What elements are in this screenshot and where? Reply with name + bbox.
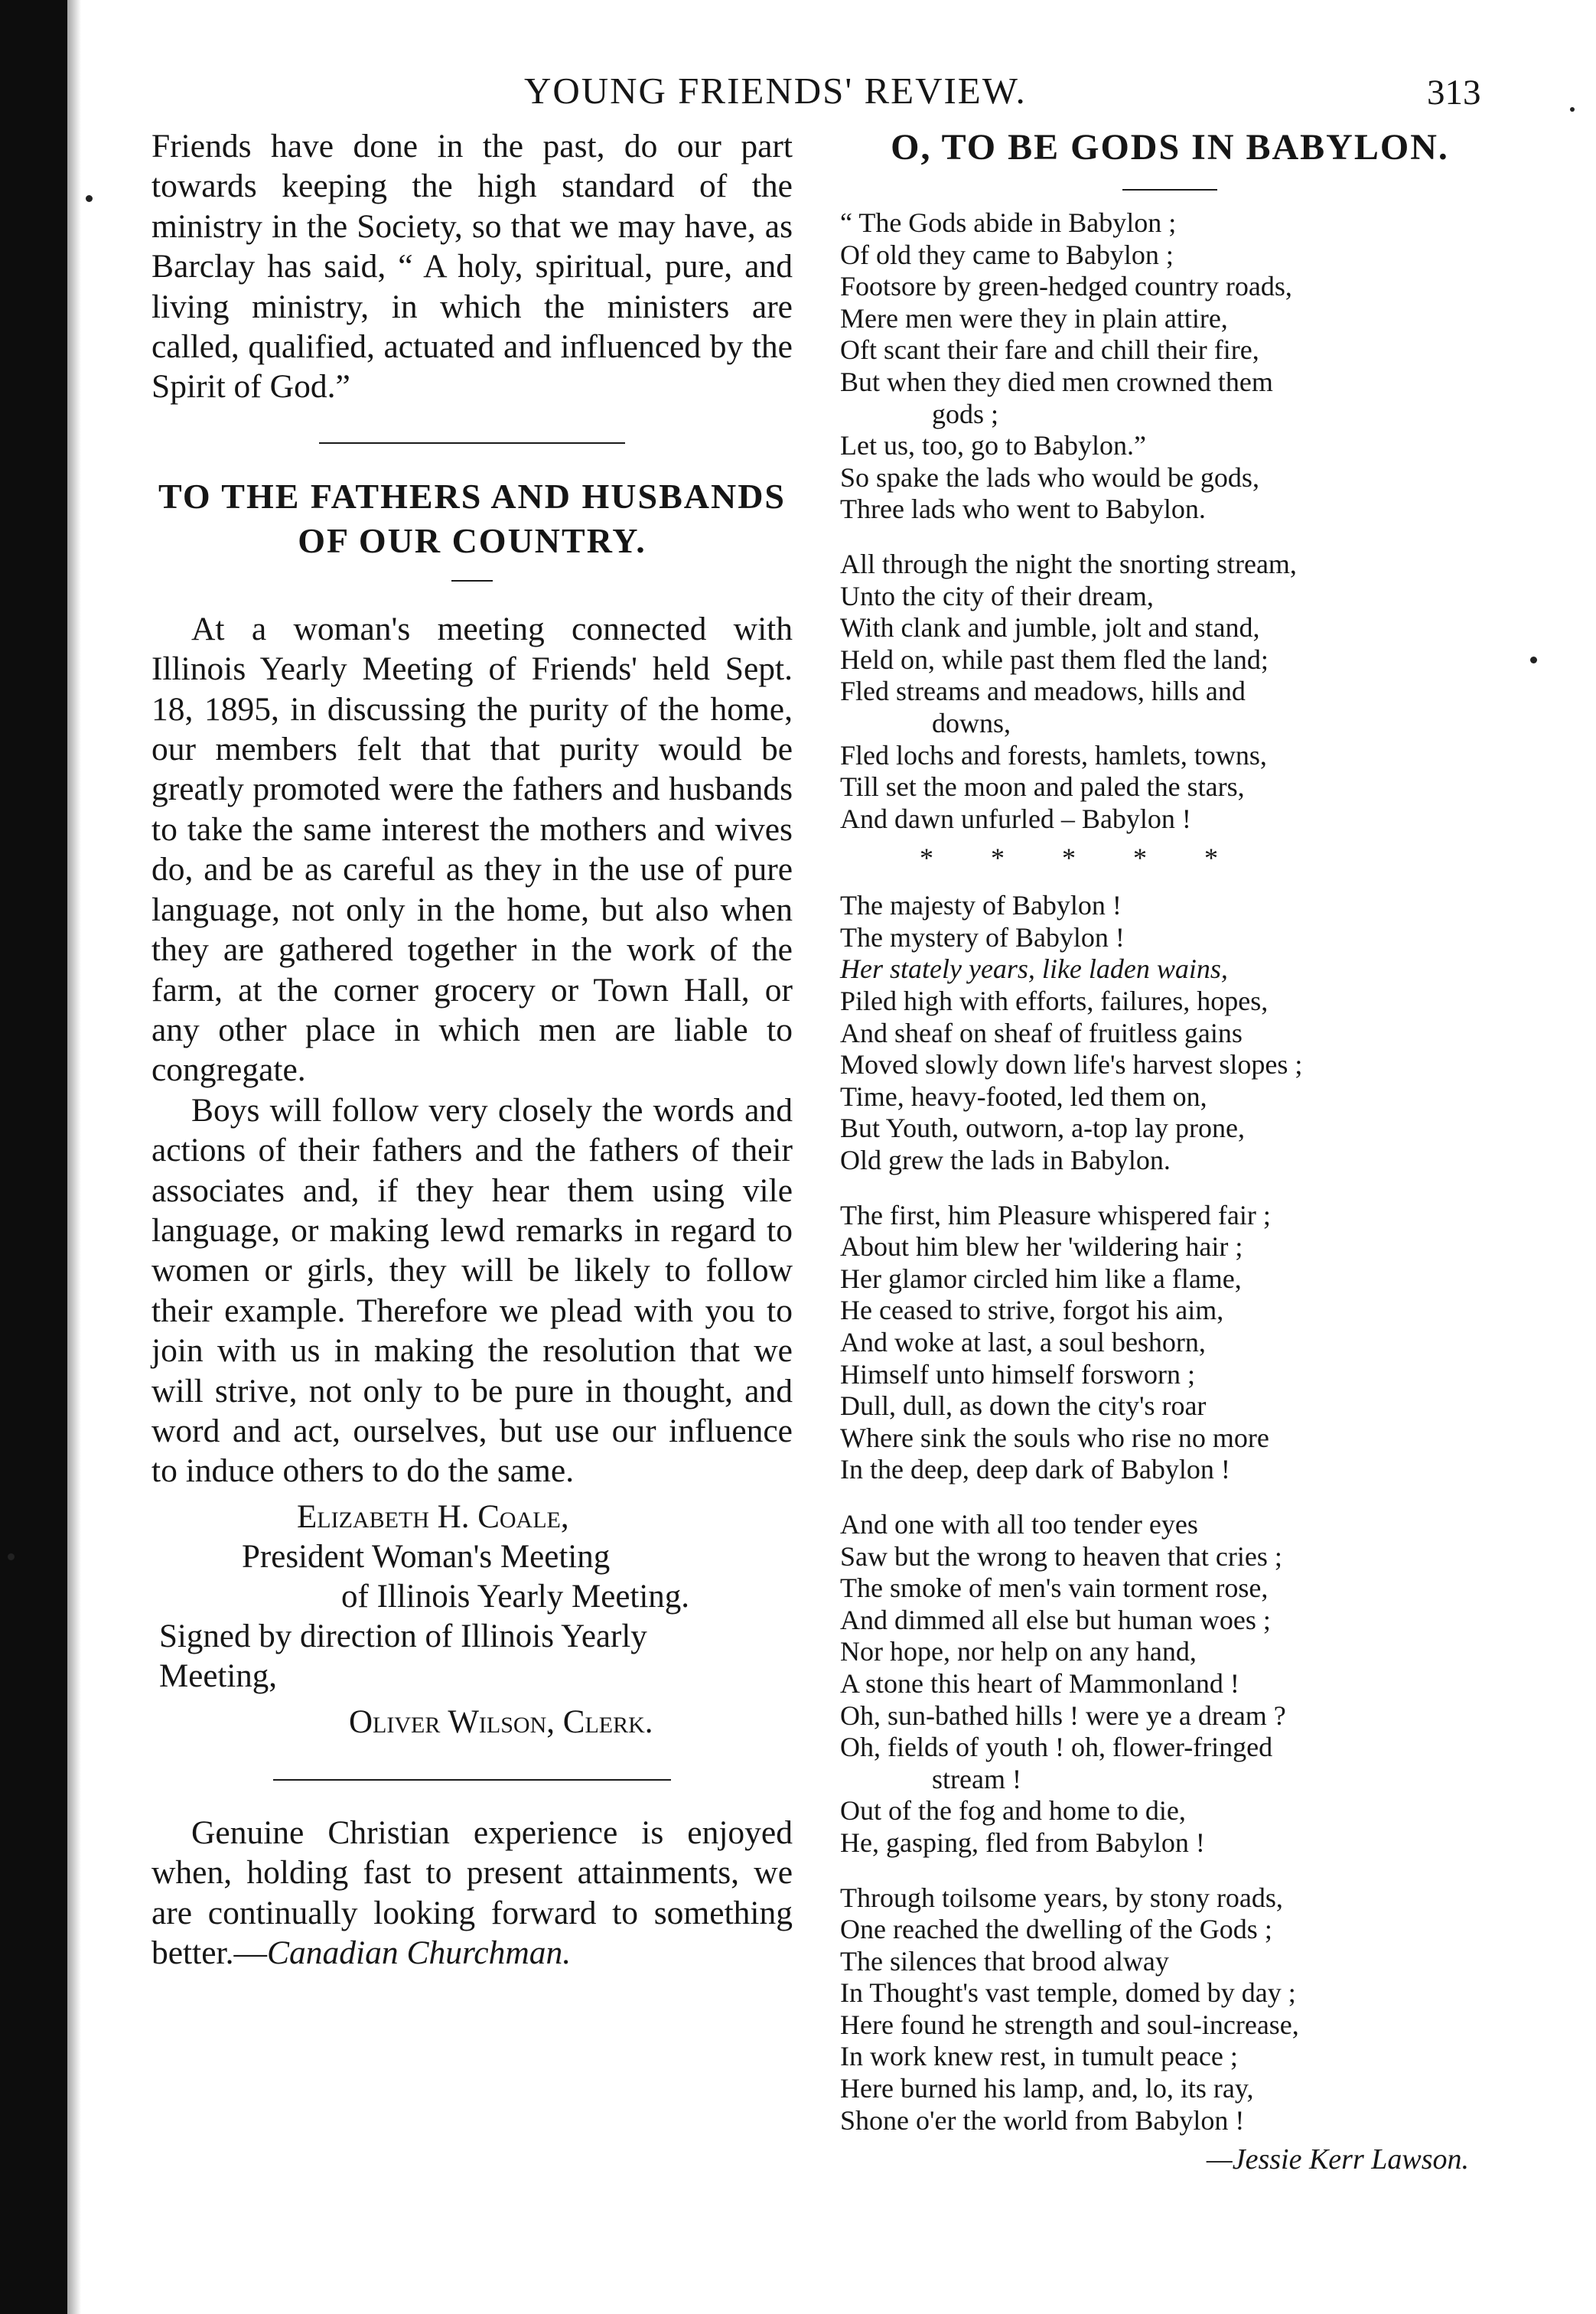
poem-line: Of old they came to Babylon ; <box>840 239 1174 270</box>
poem-line: Let us, too, go to Babylon.” <box>840 430 1146 461</box>
poem-line: About him blew her 'wildering hair ; <box>840 1231 1243 1263</box>
article-title: TO THE FATHERS AND HUSBANDS OF OUR COUNTRY. <box>158 476 786 560</box>
poem-line: Mere men were they in plain attire, <box>840 302 1228 334</box>
signing-direction: Signed by direction of Illinois Yearly Meeting, <box>159 1618 647 1694</box>
poem-line: He, gasping, fled from Babylon ! <box>840 1827 1205 1858</box>
poem-line: All through the night the snorting stream, <box>840 548 1297 579</box>
signature-block <box>151 1498 793 1742</box>
poem-line: With clank and jumble, jolt and stand, <box>840 612 1260 644</box>
poem-line: Himself unto himself forsworn ; <box>840 1358 1195 1390</box>
article-paragraph: Boys will follow very closely the words and actions of their fathers and the fathers of their associates and, if they hear them using vile language, or making lewd remarks in regard to women or girls, they will be likely to follow their example. Therefore we plead with you to join with us in making the resolution that we will strive, not only to be pure in thought, and word and act, ourselves, but use our influence to induce others to do the same. <box>151 1091 793 1490</box>
poem-line: And woke at last, a soul beshorn, <box>840 1327 1206 1357</box>
poem-line: Here found he strength and soul-increase, <box>840 2009 1299 2040</box>
right-column <box>840 126 1500 2176</box>
poem-line: Her stately years, like laden wains, <box>840 953 1228 985</box>
poem-stanza <box>840 1200 1500 1486</box>
poem-line: In the deep, deep dark of Babylon ! <box>840 1454 1230 1485</box>
section-rule <box>319 442 625 444</box>
stanza-separator: * * * * * <box>920 842 1218 874</box>
poem-author: —Jessie Kerr Lawson. <box>1206 2143 1469 2176</box>
poem-line: But when they died men crowned them <box>840 366 1273 397</box>
speck <box>86 195 93 202</box>
poem-line: The mystery of Babylon ! <box>840 921 1125 953</box>
poem-line: Held on, while past them fled the land; <box>840 644 1269 675</box>
poem-stanza <box>840 890 1500 1176</box>
poem-line: gods ; <box>932 398 999 429</box>
poem-stanza <box>840 207 1500 526</box>
poem-line: A stone this heart of Mammonland ! <box>840 1667 1239 1699</box>
poem-title: O, TO BE GODS IN BABYLON. <box>891 127 1449 168</box>
poem-line: He ceased to strive, forgot his aim, <box>840 1295 1224 1326</box>
poem-line: Shone o'er the world from Babylon ! <box>840 2104 1245 2136</box>
section-rule <box>273 1779 671 1781</box>
filler-paragraph <box>151 1813 793 1973</box>
poem-line: Time, heavy-footed, led them on, <box>840 1080 1207 1112</box>
poem-line: Nor hope, nor help on any hand, <box>840 1636 1197 1667</box>
poem-line: Oh, sun-bathed hills ! were ye a dream ? <box>840 1700 1286 1731</box>
poem-line: stream ! <box>932 1763 1021 1794</box>
poem-line: Unto the city of their dream, <box>840 580 1154 611</box>
poem-line: Moved slowly down life's harvest slopes ; <box>840 1049 1303 1080</box>
poem-line: Fled streams and meadows, hills and <box>840 676 1246 707</box>
filler-text: Genuine Christian experience is enjoyed when, holding fast to present attainments, we are continually looking forward to something better.— <box>151 1814 793 1971</box>
poem-line: And dawn unfurled – Babylon ! <box>840 803 1191 834</box>
poem-stanza <box>840 549 1500 835</box>
poem-line: And one with all too tender eyes <box>840 1508 1198 1540</box>
speck <box>8 1553 15 1560</box>
poem-line: downs, <box>932 707 1011 738</box>
poem-line: Fled lochs and forests, hamlets, towns, <box>840 739 1267 771</box>
poem-line: And sheaf on sheaf of fruitless gains <box>840 1017 1243 1048</box>
poem-stanza <box>840 1509 1500 1859</box>
poem-line: Out of the fog and home to die, <box>840 1795 1186 1827</box>
poem-line: Footsore by green-hedged country roads, <box>840 271 1292 302</box>
signer-organization: of Illinois Yearly Meeting. <box>341 1578 690 1615</box>
poem-line: But Youth, outworn, a-top lay prone, <box>840 1113 1245 1144</box>
speck <box>1530 657 1537 663</box>
article-paragraph: At a woman's meeting connected with Illinois Yearly Meeting of Friends' held Sept. 18, 1895, in discussing the purity of the home, our members felt that that purity would be greatly promoted were the fathers and husbands to take the same interest the mothers and wives do, and be as careful as they in the use of pure language, not only in the home, but also when they are gathered together in the work of the farm, at the corner grocery or Town Hall, or any other place in which men are liable to congregate. <box>151 610 793 1089</box>
signer-title: President Woman's Meeting <box>242 1538 611 1575</box>
poem-line: Where sink the souls who rise no more <box>840 1422 1269 1453</box>
poem-line: Oh, fields of youth ! oh, flower-fringed <box>840 1732 1273 1763</box>
poem-line: Here burned his lamp, and, lo, its ray, <box>840 2073 1254 2104</box>
poem-line: And dimmed all else but human woes ; <box>840 1604 1271 1635</box>
poem-body <box>840 207 1500 2136</box>
poem-line: In Thought's vast temple, domed by day ; <box>840 1977 1296 2009</box>
poem-line: Through toilsome years, by stony roads, <box>840 1882 1283 1913</box>
poem-line: Old grew the lads in Babylon. <box>840 1145 1171 1176</box>
page-header <box>428 69 1500 122</box>
left-column <box>151 126 793 1973</box>
poem-line: In work knew rest, in tumult peace ; <box>840 2041 1238 2072</box>
poem-line: Three lads who went to Babylon. <box>840 494 1206 525</box>
title-rule <box>451 580 493 582</box>
title-rule <box>1122 189 1217 191</box>
signer-name: Elizabeth H. Coale, <box>297 1498 569 1535</box>
poem-line: Dull, dull, as down the city's roar <box>840 1390 1207 1422</box>
poem-line: The majesty of Babylon ! <box>840 890 1122 921</box>
page-number: 313 <box>1427 73 1481 112</box>
poem-stanza <box>840 1882 1500 2137</box>
filler-source: Canadian Churchman. <box>267 1934 572 1971</box>
poem-line: “ The Gods abide in Babylon ; <box>840 207 1177 238</box>
continued-paragraph: Friends have done in the past, do our part towards keeping the high standard of the ministry in the Society, so that we may have, as Barclay has said, “ A holy, spiritual, pure, and living ministry, in which the ministers are called, qualified, actuated and influenced by the Spirit of God.” <box>151 128 793 406</box>
poem-line: One reached the dwelling of the Gods ; <box>840 1914 1272 1945</box>
poem-line: Piled high with efforts, failures, hopes, <box>840 986 1269 1017</box>
poem-line: So spake the lads who would be gods, <box>840 461 1259 493</box>
running-title: YOUNG FRIENDS' REVIEW. <box>524 70 1027 112</box>
binding-edge <box>0 0 67 2314</box>
poem-line: The first, him Pleasure whispered fair ; <box>840 1199 1271 1230</box>
poem-line: Oft scant their fare and chill their fire, <box>840 334 1259 366</box>
poem-line: Her glamor circled him like a flame, <box>840 1263 1242 1294</box>
speck <box>1570 107 1575 112</box>
poem-line: The silences that brood alway <box>840 1945 1169 1977</box>
poem-line: Till set the moon and paled the stars, <box>840 771 1245 803</box>
poem-line: Saw but the wrong to heaven that cries ; <box>840 1540 1282 1572</box>
clerk-name: Oliver Wilson, Clerk. <box>349 1703 653 1740</box>
poem-line: The smoke of men's vain torment rose, <box>840 1573 1269 1604</box>
